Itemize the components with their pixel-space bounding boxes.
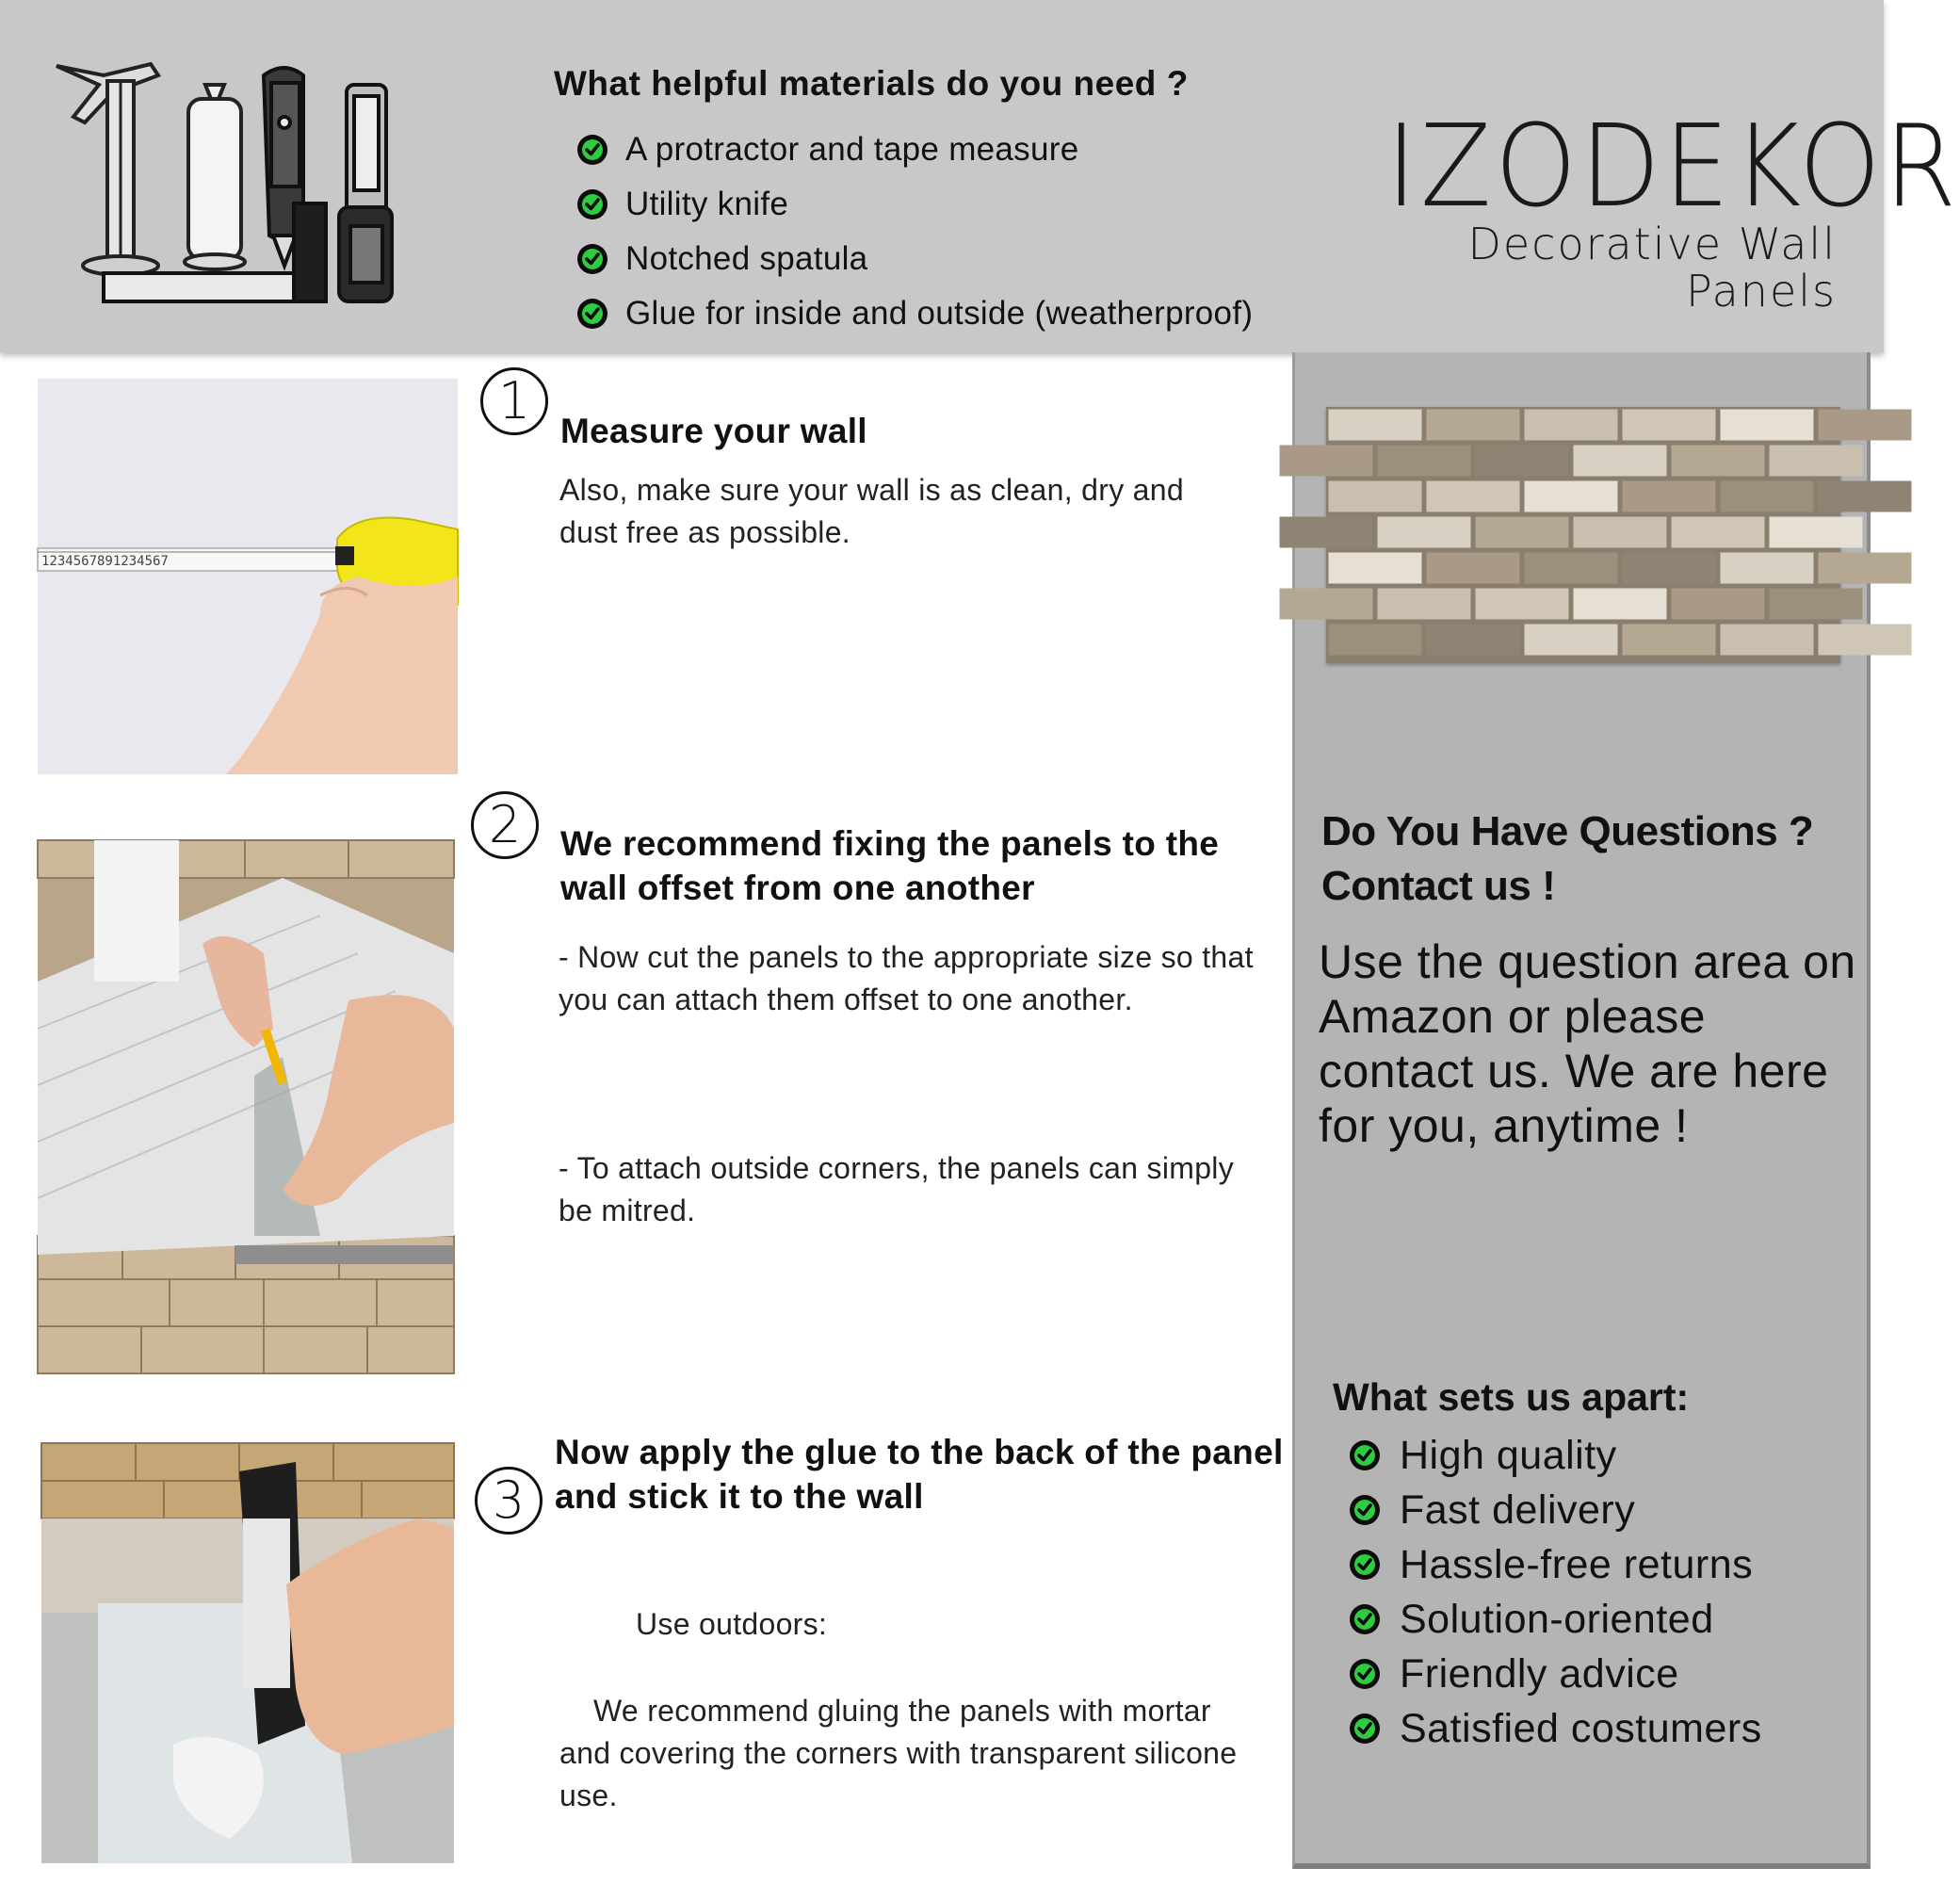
brick bbox=[1672, 589, 1765, 620]
brick bbox=[1525, 553, 1618, 584]
check-circle-icon bbox=[1349, 1658, 1381, 1690]
brick bbox=[1329, 553, 1422, 584]
step-2-text-1: - Now cut the panels to the appropriate size so that you can attach them offset to one another. bbox=[559, 940, 1254, 1016]
brick bbox=[1721, 625, 1814, 656]
material-item-label: Glue for inside and outside (weatherproof) bbox=[625, 295, 1254, 332]
step-1-number: 1 bbox=[480, 367, 548, 435]
brick bbox=[1329, 481, 1422, 512]
brick bbox=[1329, 410, 1422, 441]
brick bbox=[1280, 446, 1373, 477]
list-item bbox=[1349, 1592, 1762, 1647]
brick bbox=[1525, 410, 1618, 441]
apart-item-label: Hassle-free returns bbox=[1400, 1541, 1754, 1587]
questions-title: Do You Have Questions ? Contact us ! bbox=[1321, 808, 1814, 909]
brick bbox=[1819, 625, 1912, 656]
caulk-gun-icon bbox=[57, 64, 158, 275]
brick bbox=[1378, 517, 1471, 548]
brick bbox=[1476, 589, 1569, 620]
step-1-title: Measure your wall bbox=[560, 412, 867, 450]
apart-item-label: High quality bbox=[1400, 1432, 1617, 1478]
check-circle-icon bbox=[576, 134, 608, 166]
check-circle-icon bbox=[1349, 1439, 1381, 1471]
brick bbox=[1378, 446, 1471, 477]
brick bbox=[1574, 517, 1667, 548]
applying-glue-photo bbox=[41, 1443, 454, 1863]
check-circle-icon bbox=[576, 188, 608, 220]
list-item bbox=[576, 286, 1253, 341]
check-circle-icon bbox=[576, 243, 608, 275]
material-item-label: A protractor and tape measure bbox=[625, 131, 1079, 168]
brick bbox=[1672, 517, 1765, 548]
list-item bbox=[1349, 1701, 1762, 1756]
step-3-title: Now apply the glue to the back of the panel and stick it to the wall bbox=[555, 1433, 1284, 1516]
brick bbox=[1280, 517, 1373, 548]
check-circle-icon bbox=[576, 298, 608, 330]
tape-measure-icon bbox=[339, 85, 392, 301]
step-3-number: 3 bbox=[475, 1467, 543, 1535]
apart-item-label: Satisfied costumers bbox=[1400, 1705, 1762, 1751]
brick bbox=[1623, 481, 1716, 512]
brand-tagline: Decorative Wall Panels bbox=[1467, 219, 1837, 317]
check-circle-icon bbox=[1349, 1494, 1381, 1526]
measure-wall-photo bbox=[38, 379, 458, 774]
brick bbox=[1378, 589, 1471, 620]
material-item-label: Notched spatula bbox=[625, 240, 868, 277]
brick bbox=[1525, 481, 1618, 512]
brick bbox=[1574, 589, 1667, 620]
questions-text: Use the question area on Amazon or please contact us. We are here for you, anytime ! bbox=[1319, 935, 1856, 1152]
brick bbox=[1574, 446, 1667, 477]
step-3-subheading: Use outdoors: bbox=[636, 1607, 828, 1641]
brick bbox=[1427, 410, 1520, 441]
brick bbox=[1672, 446, 1765, 477]
brick bbox=[1525, 625, 1618, 656]
brick bbox=[1721, 481, 1814, 512]
brick bbox=[1280, 589, 1373, 620]
list-item bbox=[576, 177, 1253, 232]
brick bbox=[1476, 517, 1569, 548]
brick bbox=[1427, 481, 1520, 512]
list-item bbox=[1349, 1428, 1762, 1483]
list-item bbox=[1349, 1483, 1762, 1537]
apart-item-label: Solution-oriented bbox=[1400, 1596, 1714, 1642]
brick bbox=[1623, 410, 1716, 441]
cutting-panel-photo bbox=[38, 840, 454, 1373]
brick bbox=[1427, 553, 1520, 584]
brick bbox=[1819, 410, 1912, 441]
step-2-number: 2 bbox=[471, 791, 539, 859]
apart-list bbox=[1349, 1428, 1762, 1756]
list-item bbox=[1349, 1647, 1762, 1701]
brick bbox=[1721, 410, 1814, 441]
silicone-tube-icon bbox=[185, 85, 245, 269]
brick bbox=[1329, 625, 1422, 656]
brick bbox=[1721, 553, 1814, 584]
brick bbox=[1770, 446, 1863, 477]
material-item-label: Utility knife bbox=[625, 186, 789, 222]
list-item bbox=[576, 122, 1253, 177]
step-2-title: We recommend fixing the panels to the wall offset from one another bbox=[560, 824, 1220, 907]
brick bbox=[1770, 589, 1863, 620]
step-1-text: Also, make sure your wall is as clean, dry and dust free as possible. bbox=[559, 473, 1184, 549]
brick bbox=[1623, 625, 1716, 656]
brick bbox=[1476, 446, 1569, 477]
step-2-text-2: - To attach outside corners, the panels can simply be mitred. bbox=[559, 1151, 1234, 1227]
check-circle-icon bbox=[1349, 1713, 1381, 1745]
check-circle-icon bbox=[1349, 1549, 1381, 1581]
brand-logo bbox=[1347, 102, 1960, 317]
brick bbox=[1819, 481, 1912, 512]
tools-illustration bbox=[47, 47, 433, 320]
materials-title: What helpful materials do you need ? bbox=[554, 64, 1189, 103]
brick bbox=[1427, 625, 1520, 656]
svg-text:1234567891234567: 1234567891234567 bbox=[41, 554, 169, 569]
materials-list bbox=[576, 122, 1253, 341]
step-3-text: We recommend gluing the panels with mortar and covering the corners with transparent silicone use. bbox=[559, 1694, 1238, 1812]
apart-title: What sets us apart: bbox=[1333, 1375, 1690, 1419]
list-item bbox=[1349, 1537, 1762, 1592]
brick bbox=[1623, 553, 1716, 584]
brick bbox=[1819, 553, 1912, 584]
brick-panel-sample-image bbox=[1326, 407, 1840, 663]
check-circle-icon bbox=[1349, 1603, 1381, 1635]
apart-item-label: Fast delivery bbox=[1400, 1486, 1636, 1533]
apart-item-label: Friendly advice bbox=[1400, 1650, 1679, 1697]
brick bbox=[1770, 517, 1863, 548]
brand-name: IZODEKOR bbox=[1385, 102, 1960, 233]
list-item bbox=[576, 232, 1253, 286]
